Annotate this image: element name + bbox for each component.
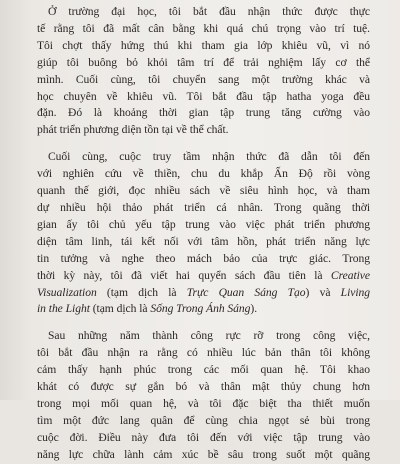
paragraph-2 — [37, 149, 370, 318]
text-line: Ở trường đại học, tôi bắt đầu nhận thức được thực — [48, 5, 370, 18]
text-line: tin tưởng và nghe theo mách bảo của trực giác. Trong — [37, 251, 370, 265]
body-text — [37, 4, 370, 464]
text-line: Cuối cùng, cuộc truy tầm nhận thức đã dẫn tôi đến — [48, 150, 370, 164]
text-line: dự nhiều hội thảo phát triển cá nhân. Trong quãng thời — [37, 200, 370, 214]
text-line: trong mọi mối quan hệ, và tôi đặc biệt tha thiết muốn — [37, 396, 370, 410]
text-line: giúp tôi buông bỏ khỏi tâm trí để trải nghiệm lấy cơ thể — [37, 55, 370, 69]
text-line: cảm thấy hạnh phúc trong các mối quan hệ. Tôi khao — [37, 363, 370, 377]
text-line: phát triển phương diện tồn tại về thể chất. — [37, 123, 229, 137]
text-line: khát có được sự gắn bó và thân mật thủy chung hơn — [37, 380, 370, 394]
text-line: tôi bắt đầu nhận ra rằng có nhiều lúc bản thân tôi không — [37, 346, 370, 360]
text-line: học chuyên về khiêu vũ. Tôi bắt đầu tập hatha yoga đều — [37, 89, 370, 103]
text-line: diện tâm linh, tái kết nối với tâm hồn, phát triển năng lực — [37, 234, 370, 248]
paragraph-3 — [37, 328, 370, 463]
text-line: gian ấy tôi chủ yếu tập trung vào việc phát triển phương — [37, 217, 370, 231]
text-line: năng lực chữa lành cảm xúc bề sâu trong suốt một quãng — [37, 447, 370, 461]
text-line: tìm một đức lang quân để cùng chia ngọt sẻ bùi trong — [37, 413, 370, 427]
text-line: in the Light (tạm dịch là Sống Trong Ánh Sáng). — [37, 302, 258, 316]
text-line: tế rằng tôi đã mất cân bằng khi quá chú trọng vào trí tuệ. — [37, 21, 370, 35]
text-line: mình. Cuối cùng, tôi chuyển sang một trường khác và — [37, 72, 370, 86]
text-line: quanh thế giới, đọc nhiều sách về siêu hình học, và tham — [37, 184, 370, 198]
text-line: thời kỳ này, tôi đã viết hai quyển sách đầu tiên là Creative — [37, 268, 370, 282]
text-line: cuộc đời. Điều này đưa tôi đến với việc tập trung vào — [37, 430, 370, 444]
text-line: Tôi chợt thấy hứng thú khi tham gia lớp khiêu vũ, vì nó — [37, 38, 370, 52]
text-line: với nghiên cứu về thiền, chu du khắp Ấn Độ rồi vòng — [37, 167, 370, 181]
text-line: Visualization (tạm dịch là Trực Quan Sáng Tạo) và Living — [37, 285, 371, 299]
text-line: Sau những năm thành công rực rỡ trong công việc, — [48, 329, 370, 343]
paragraph-1 — [37, 4, 370, 139]
text-line: đặn. Đó là khoảng thời gian tập trung tăng cường vào — [37, 106, 370, 120]
